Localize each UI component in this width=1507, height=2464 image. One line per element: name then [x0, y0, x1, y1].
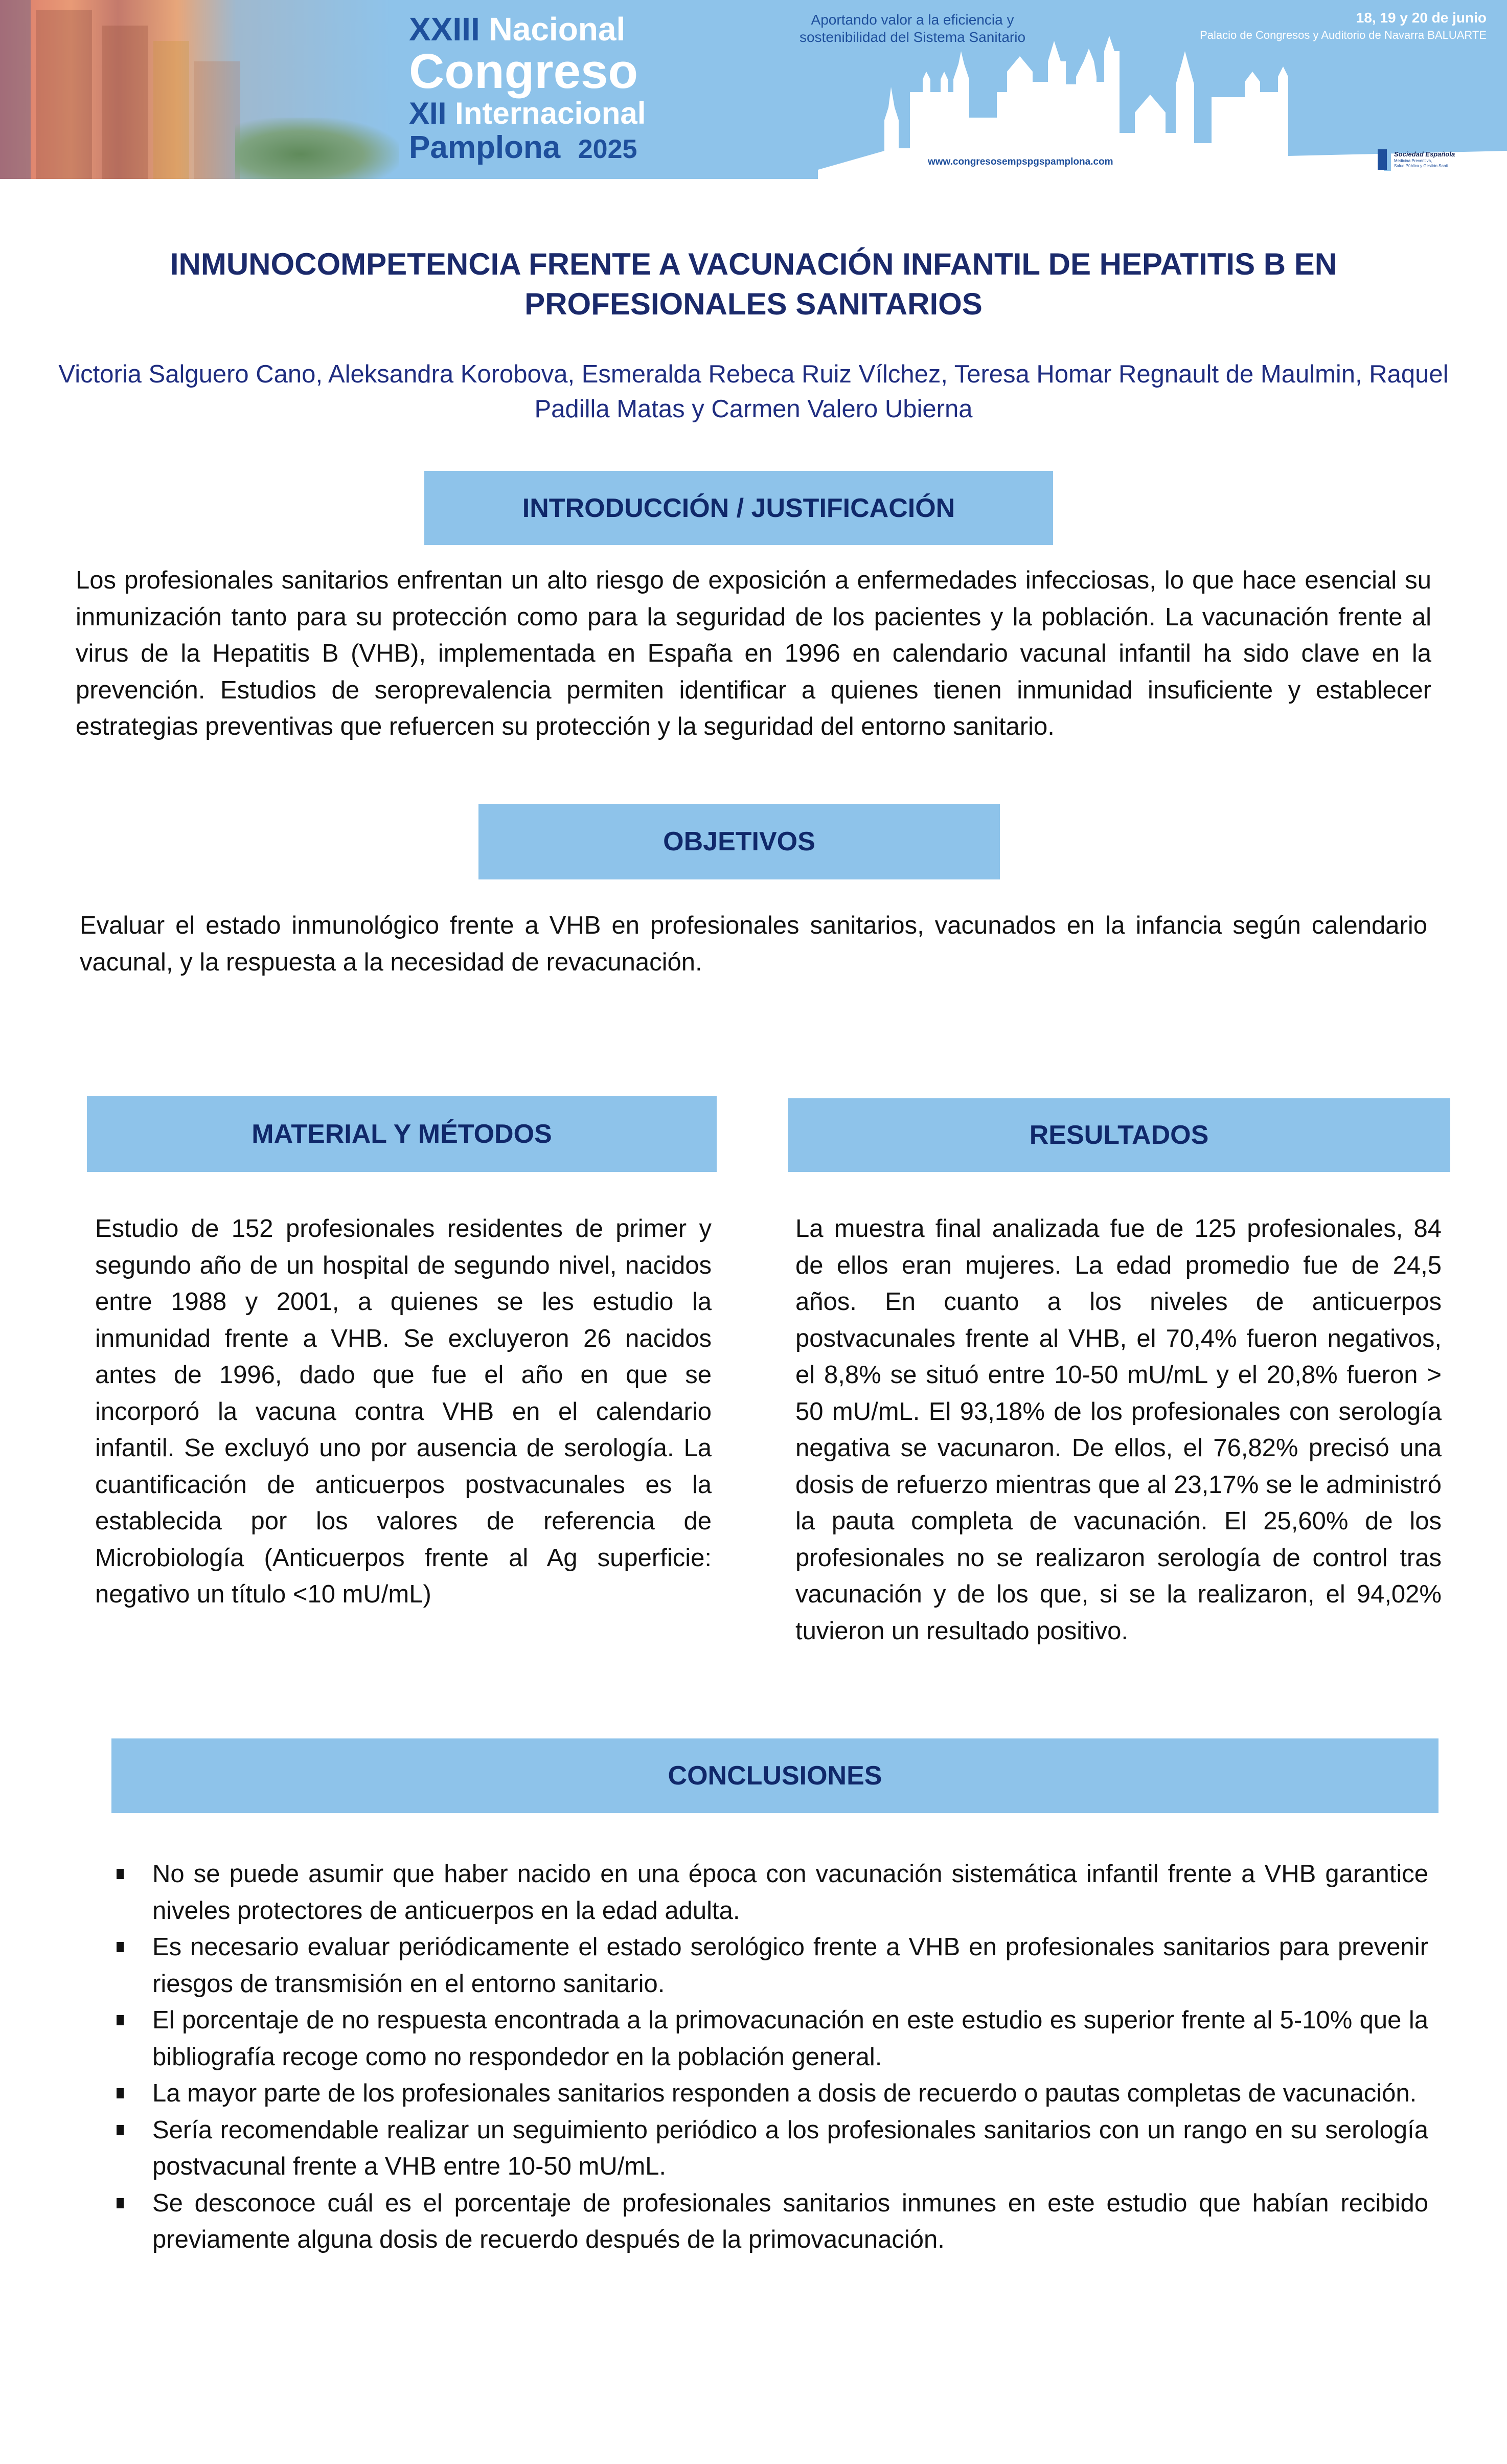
- square-bullet-icon: [117, 2198, 124, 2208]
- congress-banner: [0, 0, 1507, 179]
- section-heading-results: RESULTADOS: [788, 1098, 1450, 1172]
- society-logo: Sociedad Española Medicina Preventiva, Salud Pública y Gestión Sanit: [1378, 148, 1454, 174]
- section-heading-introduction: INTRODUCCIÓN / JUSTIFICACIÓN: [424, 471, 1053, 545]
- trees: [235, 118, 399, 179]
- section-heading-objectives: OBJETIVOS: [478, 804, 1000, 879]
- congress-line-2: Congreso: [409, 44, 638, 99]
- square-bullet-icon: [117, 2015, 124, 2025]
- congress-tagline: Aportando valor a la eficiencia y sostenibilidad del Sistema Sanitario: [799, 12, 1026, 45]
- conclusion-item: El porcentaje de no respuesta encontrada a la primovacunación en este estudio es superior frente al 5-10% que la bibliografía recoge como no respondedor en la población general.: [113, 2002, 1428, 2075]
- objectives-text: Evaluar el estado inmunológico frente a VHB en profesionales sanitarios, vacunados en la infancia según calendario vacunal, y la respuesta a la necesidad de revacunación.: [80, 912, 1427, 976]
- conclusion-item: La mayor parte de los profesionales sanitarios responden a dosis de recuerdo o pautas completas de vacunación.: [113, 2075, 1428, 2112]
- congress-line-3: XII Internacional: [409, 96, 646, 130]
- conclusion-item: Es necesario evaluar periódicamente el estado serológico frente a VHB en profesionales sanitarios para prevenir riesgos de transmisión en el entorno sanitario.: [113, 1929, 1428, 2002]
- congress-dates: 18, 19 y 20 de junio Palacio de Congresos y Auditorio de Navarra BALUARTE: [1200, 10, 1487, 41]
- poster-title: INMUNOCOMPETENCIA FRENTE A VACUNACIÓN INFANTIL DE HEPATITIS B EN PROFESIONALES SANITARIOS: [170, 247, 1337, 321]
- congress-line-4: Pamplona 2025: [409, 130, 637, 165]
- square-bullet-icon: [117, 2088, 124, 2098]
- conclusion-item: No se puede asumir que haber nacido en una época con vacunación sistemática infantil frente a VHB garantice niveles protectores de anticuerpos en la edad adulta.: [113, 1856, 1428, 1929]
- square-bullet-icon: [117, 1942, 124, 1952]
- section-heading-methods: MATERIAL Y MÉTODOS: [87, 1096, 717, 1172]
- results-text: La muestra final analizada fue de 125 profesionales, 84 de ellos eran mujeres. La edad promedio fue de 24,5 años. En cuanto a los niveles de anticuerpos postvacunales frente al VHB, el 70,4% fueron negativos, el 8,8% se situó entre 10-50 mU/mL y el 20,8% fueron > 50 mU/mL. El 93,18% de los profesionales con serología negativa se vacunaron. De ellos, el 76,82% precisó una dosis de refuerzo mientras que al 23,17% se le administró la pauta completa de vacunación. El 25,60% de los profesionales no se realizaron serología de control tras vacunación y de los que, si se la realizaron, el 94,02% tuvieron un resultado positivo.: [795, 1215, 1442, 1645]
- congress-website-link[interactable]: www.congresosempspgspamplona.com: [928, 156, 1113, 167]
- methods-text: Estudio de 152 profesionales residentes de primer y segundo año de un hospital de segundo nivel, nacidos entre 1988 y 2001, a quienes se les estudio la inmunidad frente a VHB. Se excluyeron 26 nacidos antes de 1996, dado que fue el año en que se incorporó la vacuna contra VHB en el calendario infantil. Se excluyó uno por ausencia de serología. La cuantificación de anticuerpos postvacunales es la establecida por los valores de referencia de Microbiología (Anticuerpos frente al Ag superficie: negativo un título <10 mU/mL): [95, 1215, 712, 1608]
- conclusion-item: Sería recomendable realizar un seguimiento periódico a los profesionales sanitarios con un rango en su serología postvacunal frente a VHB entre 10-50 mU/mL.: [113, 2112, 1428, 2185]
- conclusion-item: Se desconoce cuál es el porcentaje de profesionales sanitarios inmunes en este estudio que habían recibido previamente alguna dosis de recuerdo después de la primovacunación.: [113, 2185, 1428, 2258]
- congress-line-1: XXIII Nacional: [409, 11, 626, 48]
- section-heading-conclusions: CONCLUSIONES: [111, 1738, 1438, 1813]
- square-bullet-icon: [117, 1869, 124, 1879]
- introduction-text: Los profesionales sanitarios enfrentan un alto riesgo de exposición a enfermedades infecciosas, lo que hace esencial su inmunización tanto para su protección como para la seguridad de los pacientes y la población. La vacunación frente al virus de la Hepatitis B (VHB), implementada en España en 1996 en calendario vacunal infantil ha sido clave en la prevención. Estudios de seroprevalencia permiten identificar a quienes tienen inmunidad insuficiente y establecer estrategias preventivas que refuercen su protección y la seguridad del entorno sanitario.: [76, 567, 1431, 740]
- square-bullet-icon: [117, 2125, 124, 2135]
- author-list: Victoria Salguero Cano, Aleksandra Korobova, Esmeralda Rebeca Ruiz Vílchez, Teresa Homar Regnault de Maulmin, Raquel Padilla Matas y Carmen Valero Ubierna: [58, 360, 1449, 423]
- conclusions-list: [113, 1856, 1428, 2258]
